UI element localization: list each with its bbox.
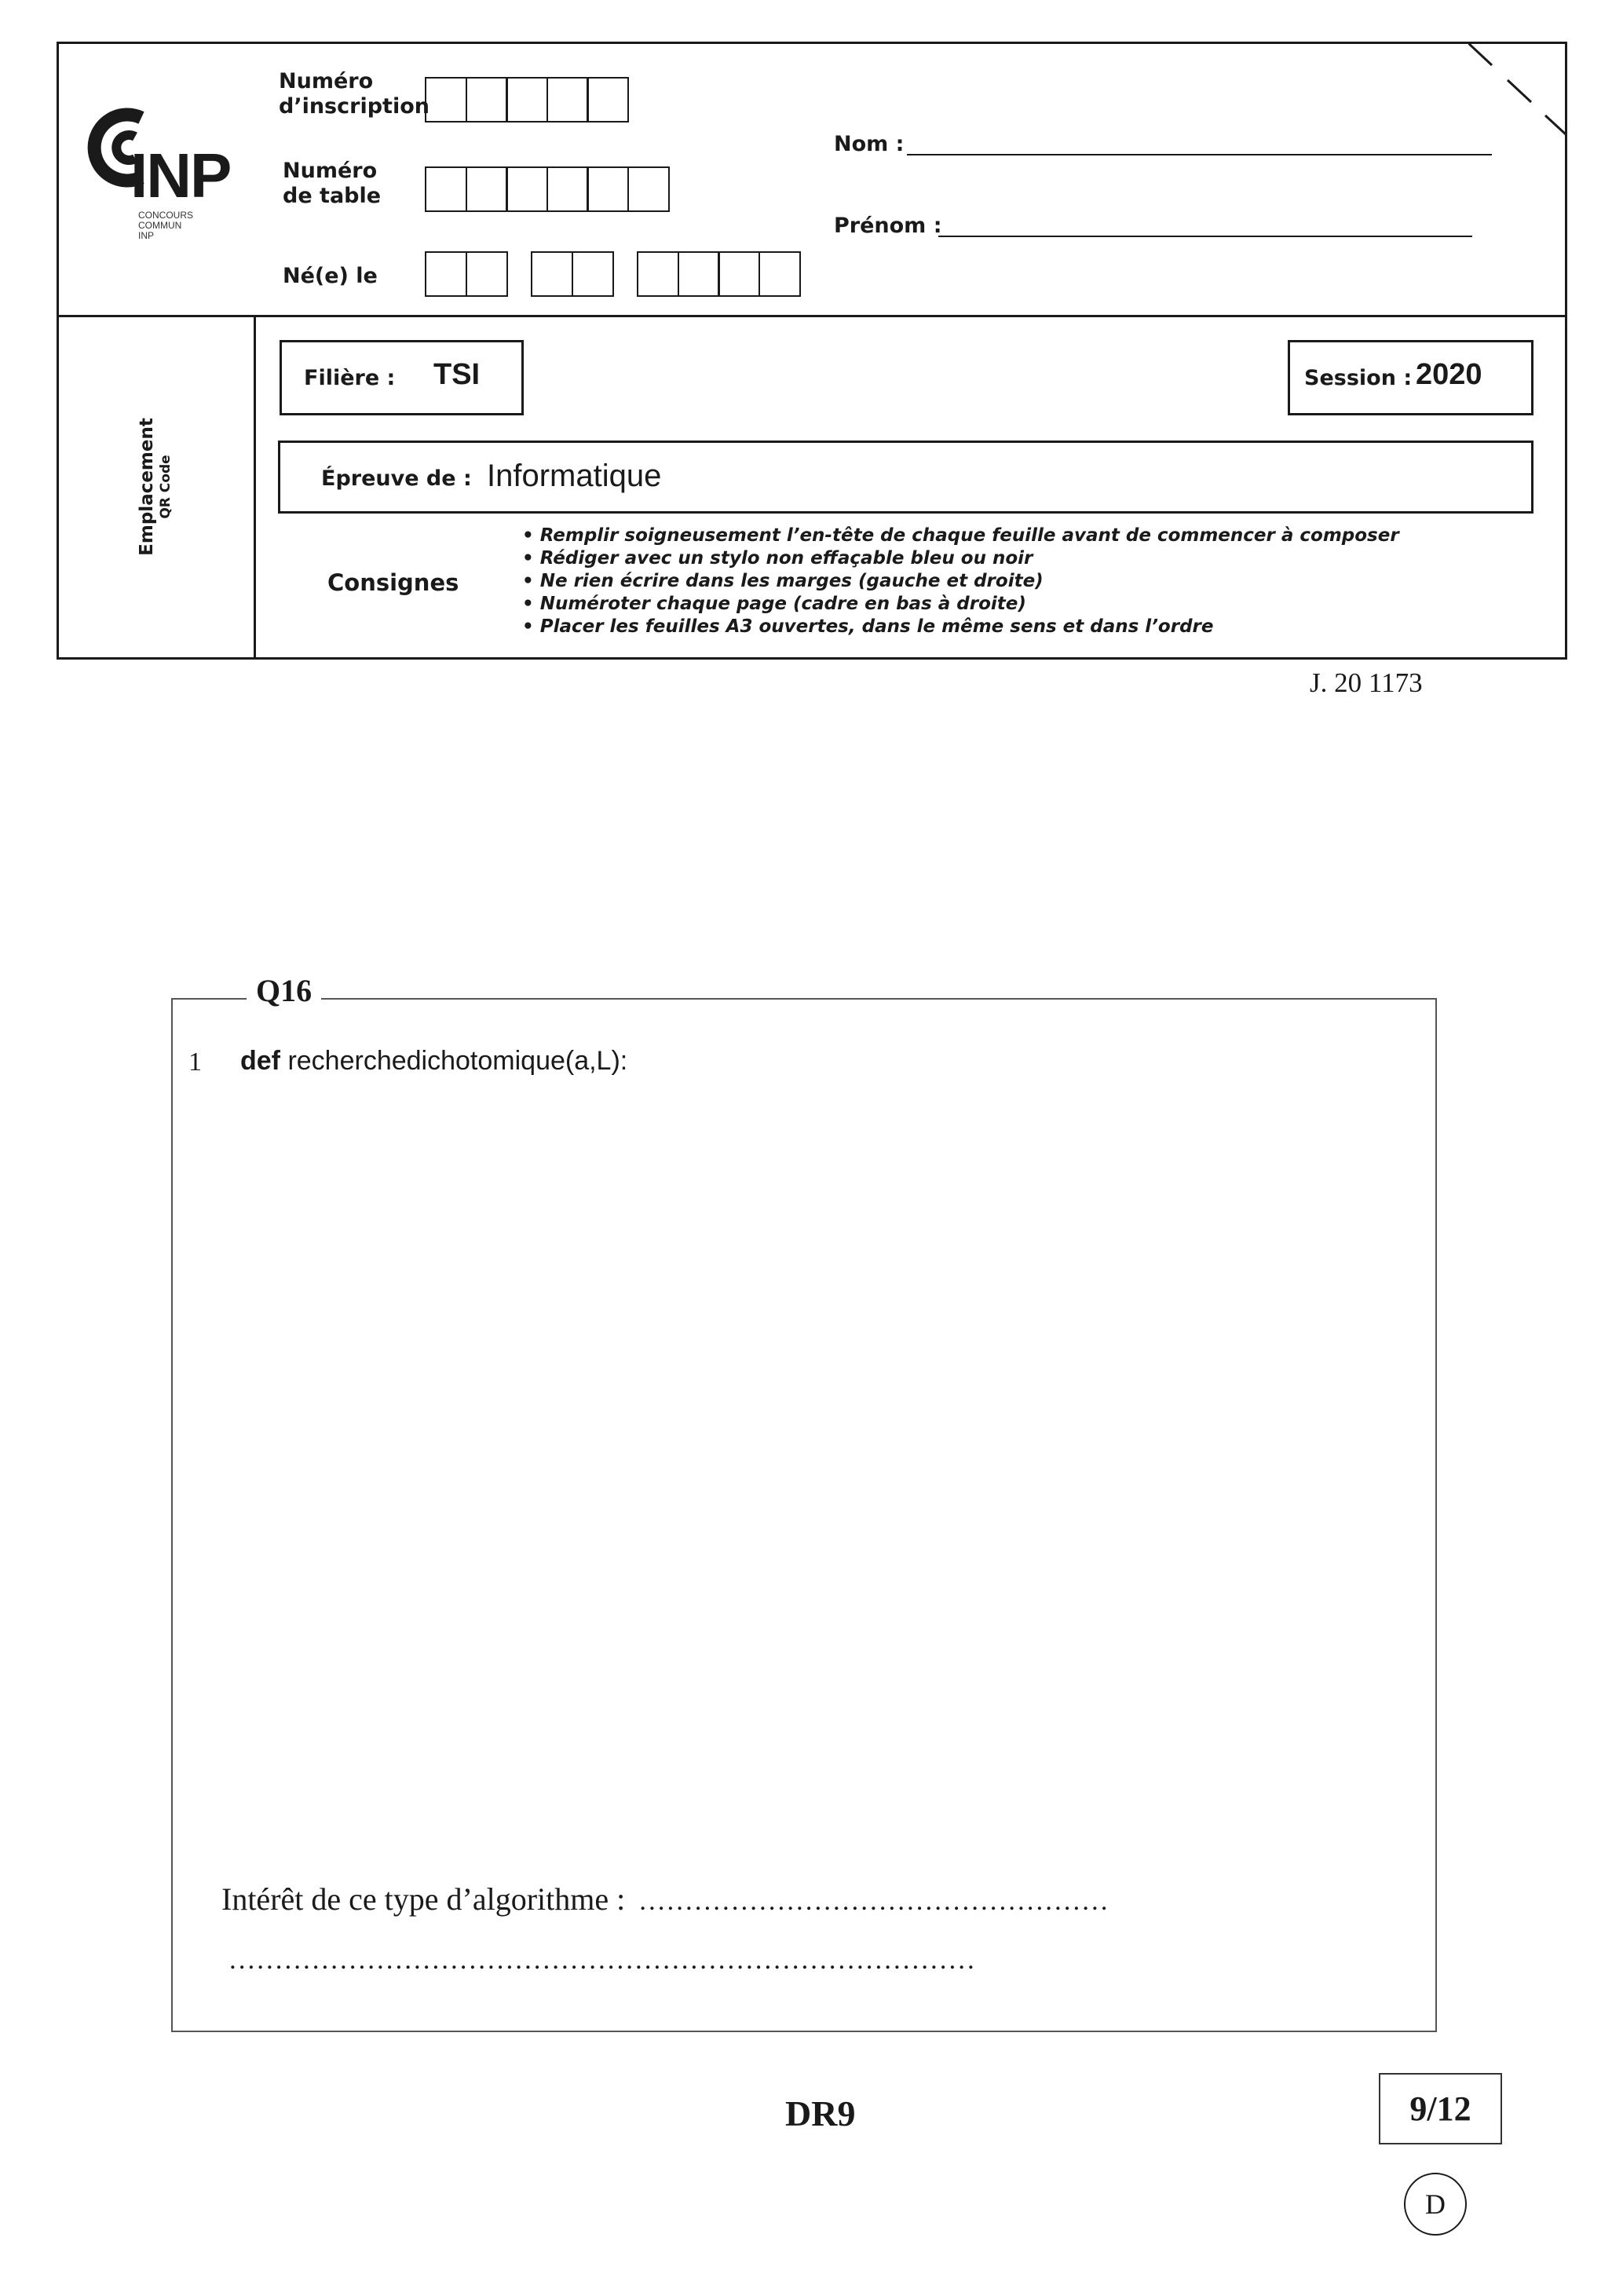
question-label: Q16 bbox=[247, 972, 321, 1009]
inp-logo bbox=[80, 96, 261, 253]
digit-box[interactable] bbox=[425, 251, 467, 297]
filiere-box bbox=[280, 340, 524, 415]
corner-fold-mark bbox=[1468, 43, 1567, 137]
digit-box[interactable] bbox=[627, 166, 670, 212]
digit-box[interactable] bbox=[587, 77, 629, 122]
date-day-boxes[interactable] bbox=[425, 251, 506, 297]
prenom-label: Prénom : bbox=[834, 214, 942, 238]
page-number-box: 9/12 bbox=[1379, 2073, 1502, 2144]
consignes-list bbox=[522, 525, 1399, 638]
filiere-value: TSI bbox=[433, 358, 481, 391]
logo-brand: INP bbox=[130, 141, 231, 210]
consigne-item: • Ne rien écrire dans les marges (gauche et droite) bbox=[522, 571, 1044, 591]
digit-box[interactable] bbox=[587, 166, 629, 212]
digit-box[interactable] bbox=[678, 251, 720, 297]
filiere-label: Filière : bbox=[304, 366, 396, 390]
digit-box[interactable] bbox=[572, 251, 614, 297]
digit-box[interactable] bbox=[466, 251, 508, 297]
numero-table-boxes[interactable] bbox=[425, 166, 667, 212]
digit-box[interactable] bbox=[758, 251, 801, 297]
qr-divider bbox=[254, 315, 256, 660]
digit-box[interactable] bbox=[546, 166, 589, 212]
digit-box[interactable] bbox=[506, 77, 548, 122]
numero-table-label: Numéro de table bbox=[283, 159, 382, 208]
code-line bbox=[240, 1046, 627, 1077]
prenom-field[interactable] bbox=[938, 236, 1472, 237]
consignes-label: Consignes bbox=[327, 569, 459, 596]
consigne-item: • Rédiger avec un stylo non effaçable bleu ou noir bbox=[522, 548, 1033, 569]
date-month-boxes[interactable] bbox=[531, 251, 612, 297]
interest-dots[interactable]: ................................................... bbox=[639, 1885, 1110, 1916]
document-id: DR9 bbox=[785, 2093, 856, 2133]
interest-line bbox=[221, 1881, 1109, 1918]
consigne-item: • Numéroter chaque page (cadre en bas à droite) bbox=[522, 594, 1026, 614]
reference-code: J. 20 1173 bbox=[1310, 667, 1423, 698]
consigne-item: • Remplir soigneusement l’en-tête de chaque feuille avant de commencer à composer bbox=[522, 525, 1399, 546]
answer-frame[interactable] bbox=[171, 998, 1437, 2032]
consigne-item: • Placer les feuilles A3 ouvertes, dans le même sens et dans l’ordre bbox=[522, 616, 1214, 637]
header-divider bbox=[57, 315, 1567, 317]
interest-dots-line2[interactable]: ................................................................................. bbox=[229, 1944, 977, 1975]
numero-inscription-boxes[interactable] bbox=[425, 77, 627, 122]
epreuve-value: Informatique bbox=[487, 459, 662, 493]
session-value: 2020 bbox=[1416, 358, 1482, 391]
digit-box[interactable] bbox=[466, 166, 508, 212]
digit-box[interactable] bbox=[718, 251, 760, 297]
epreuve-box bbox=[278, 441, 1533, 514]
digit-box[interactable] bbox=[506, 166, 548, 212]
digit-box[interactable] bbox=[425, 166, 467, 212]
nom-field[interactable] bbox=[907, 154, 1492, 155]
session-label: Session : bbox=[1304, 366, 1413, 390]
code-line-number: 1 bbox=[188, 1047, 202, 1077]
code-keyword: def bbox=[240, 1046, 280, 1076]
digit-box[interactable] bbox=[466, 77, 508, 122]
code-function-signature: recherchedichotomique(a,L): bbox=[287, 1046, 628, 1076]
session-box bbox=[1288, 340, 1533, 415]
numero-inscription-label: Numéro d’inscription bbox=[279, 69, 430, 119]
digit-box[interactable] bbox=[531, 251, 573, 297]
epreuve-label: Épreuve de : bbox=[321, 466, 472, 491]
date-year-boxes[interactable] bbox=[637, 251, 799, 297]
circle-letter-badge: D bbox=[1404, 2173, 1467, 2236]
date-naissance-label: Né(e) le bbox=[283, 264, 378, 288]
logo-subtitle: CONCOURS COMMUN INP bbox=[138, 210, 194, 241]
digit-box[interactable] bbox=[546, 77, 589, 122]
interest-label: Intérêt de ce type d’algorithme : bbox=[221, 1881, 626, 1917]
digit-box[interactable] bbox=[637, 251, 679, 297]
nom-label: Nom : bbox=[834, 132, 905, 156]
digit-box[interactable] bbox=[425, 77, 467, 122]
